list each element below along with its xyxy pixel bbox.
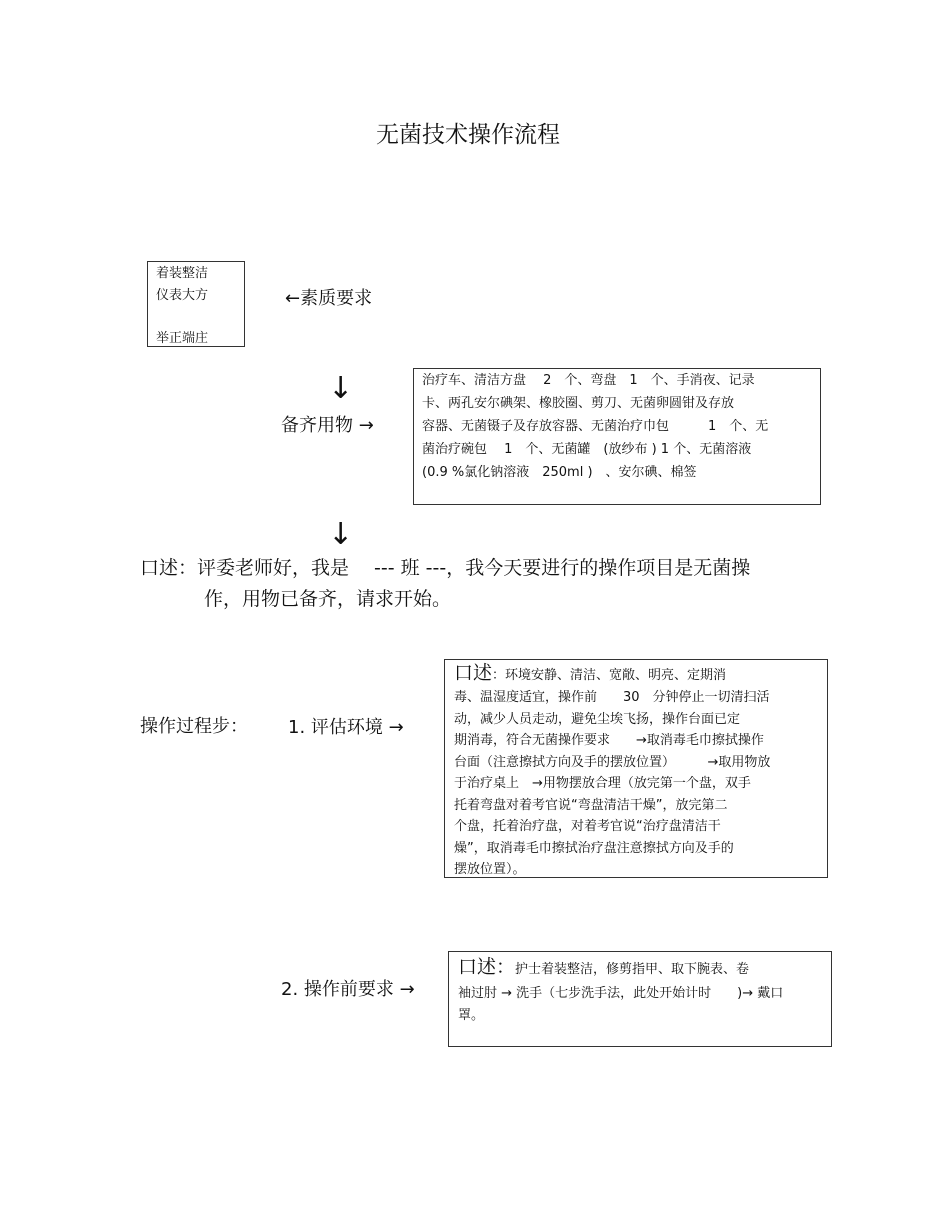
step1-line: 期消毒，符合无菌操作要求 →取消毒毛巾擦拭操作 [454,733,764,748]
step2-label: 2. 操作前要求 → [281,979,415,1000]
supplies-line: 治疗车、清洁方盘 2 个、弯盘 1 个、手消夜、记录 [422,373,755,388]
step1-line: 个盘，托着治疗盘，对着考官说“治疗盘清洁干 [454,819,721,834]
supplies-line: (0.9 %氯化钠溶液 250ml ) 、安尔碘、棉签 [422,465,697,480]
step1-line: 燥”，取消毒毛巾擦拭治疗盘注意擦拭方向及手的 [454,840,734,856]
step1-box [444,659,828,878]
supplies-box [413,368,821,505]
oral-statement-line: 口述：评委老师好，我是 --- 班 ---，我今天要进行的操作项目是无菌操 [140,557,751,579]
supplies-line: 菌治疗碗包 1 个、无菌罐 (放纱布 ) 1 个、无菌溶液 [422,442,752,457]
step1-line: 动，减少人员走动，避免尘埃飞扬，操作台面已定 [454,711,741,727]
quality-line [156,306,244,328]
page-title: 无菌技术操作流程 [376,122,560,148]
quality-box [147,261,245,347]
quality-line: 仪表大方 [156,287,209,303]
step2-box [448,951,832,1047]
step1-label: 1. 评估环境 → [288,717,404,738]
step1-line: 台面（注意擦拭方向及手的摆放位置） →取用物放 [454,754,771,770]
oral-statement-line: 作，用物已备齐，请求开始。 [204,588,452,610]
step2-text: 护士着装整洁，修剪指甲、取下腕表、卷 [515,962,750,977]
quality-line: 着装整洁 [156,266,209,281]
prepare-label: 备齐用物 → [281,415,374,436]
step1-line [454,662,827,687]
step1-line: 于治疗桌上 →用物摆放合理（放完第一个盘，双手 [454,776,751,791]
process-steps-label: 操作过程步： [140,716,248,737]
step2-line [458,954,831,983]
down-arrow-icon: ↓ [328,371,354,406]
step2-line: 罩。 [458,1008,485,1023]
step1-line: 毒、温湿度适宜，操作前 30 分钟停止一切清扫活 [454,690,770,705]
step2-line: 袖过肘 → 洗手（七步洗手法，此处开始计时 )→ 戴口 [458,986,784,1001]
oral-lead: 口述： [458,956,516,978]
supplies-line: 卡、两孔安尔碘架、橡胶圈、剪刀、无菌卵圆钳及存放 [422,396,735,411]
step1-line: 托着弯盘对着考官说“弯盘清洁干燥”，放完第二 [454,797,728,813]
step1-text: ：环境安静、清洁、宽敞、明亮、定期消 [492,668,727,683]
quality-line: 举正端庄 [156,330,209,346]
quality-label: ←素质要求 [285,288,373,309]
oral-lead: 口述 [454,662,493,684]
step1-line: 摆放位置）。 [454,862,526,877]
supplies-line: 容器、无菌镊子及存放容器、无菌治疗巾包 1 个、无 [422,419,769,434]
down-arrow-icon: ↓ [328,517,354,552]
